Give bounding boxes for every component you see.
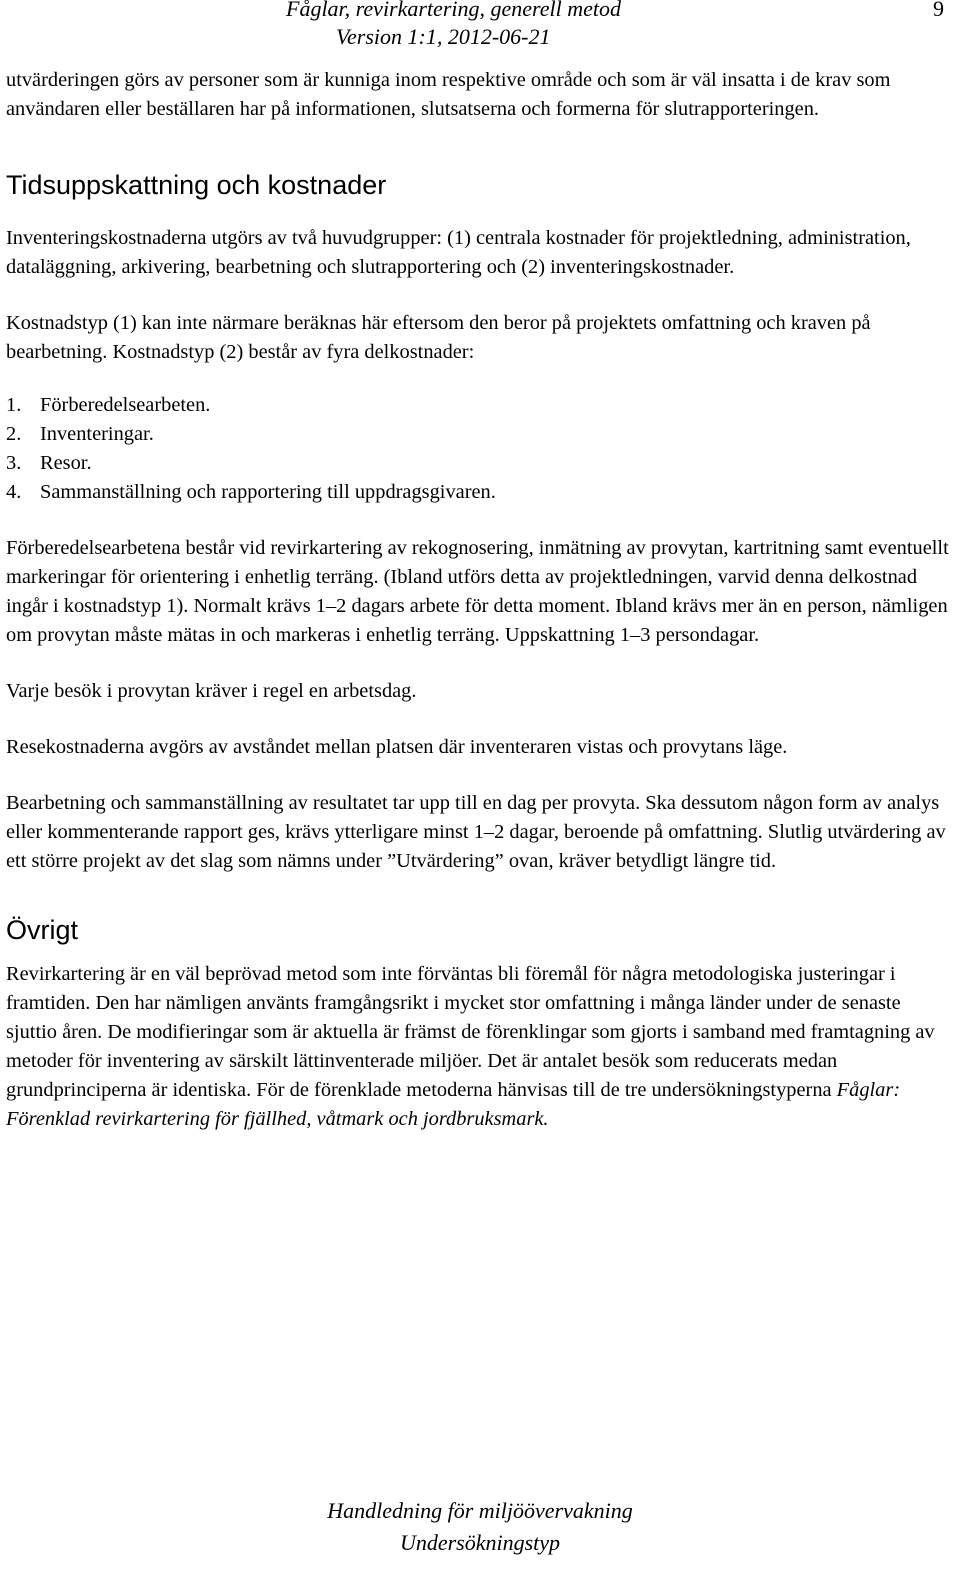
intro-paragraph: utvärderingen görs av personer som är kunniga inom respektive område och som är väl insatta i de krav som användaren eller beställaren har på informationen, slutsatserna och formerna för slutrapporteringen.: [6, 69, 891, 120]
other-paragraph-text: Revirkartering är en väl beprövad metod som inte förväntas bli föremål för några metodologiska justeringar i framtiden. Den har nämligen använts framgångsrikt i mycket stor omfattning i många länder under de senaste sjuttio åren. De modifieringar som är aktuella är främst de förenklingar som gjorts i samband med framtagning av metoder för inventering av särskilt lättinventerade miljöer. Det är antalet besök som reducerats medan grundprinciperna är identiska. För de förenklade metoderna hänvisas till de tre undersökningstyperna: [6, 963, 935, 1101]
costs-paragraph-6: Bearbetning och sammanställning av resultatet tar upp till en dag per provyta. Ska dessutom någon form av analys eller kommenterande rapport ges, krävs ytterligare minst 1–2 dagar, beroende på omfattning. Slutlig utvärdering av ett större projekt av det slag som nämns under ”Utvärdering” ovan, kräver betydligt längre tid.: [6, 792, 946, 872]
list-item-text: Inventeringar.: [40, 423, 154, 445]
page-footer: [0, 1495, 960, 1559]
costs-paragraph-3: Förberedelsearbetena består vid revirkartering av rekognosering, inmätning av provytan, kartritning samt eventuellt markeringar för orientering i enhetlig terräng. (Ibland utförs detta av projektledningen, varvid denna delkostnad ingår i kostnadstyp 1). Normalt krävs 1–2 dagars arbete för detta moment. Ibland krävs mer än en person, nämligen om provytan måste mätas in och markeras i enhetlig terräng. Uppskattning 1–3 persondagar.: [6, 537, 949, 646]
list-item-number: 4.: [6, 481, 22, 503]
heading-other: Övrigt: [6, 915, 79, 945]
page-header: [0, 0, 960, 60]
list-item: [6, 391, 952, 420]
list-item-number: 2.: [6, 423, 22, 445]
list-item: [6, 478, 952, 507]
document-version: Version 1:1, 2012-06-21: [336, 24, 551, 49]
reference-title: Fåglar: Förenklad revirkartering för fjällhed, våtmark och jordbruksmark.: [6, 1079, 901, 1130]
footer-line-2: Undersökningstyp: [399, 1530, 561, 1555]
list-item: [6, 420, 952, 449]
list-item: [6, 449, 952, 478]
document-title: Fåglar, revirkartering, generell metod: [286, 0, 622, 21]
costs-paragraph-5: Resekostnaderna avgörs av avståndet mellan platsen där inventeraren vistas och provytans läge.: [6, 736, 788, 758]
costs-paragraph-1: Inventeringskostnaderna utgörs av två huvudgrupper: (1) centrala kostnader för projektledning, administration, dataläggning, arkivering, bearbetning och slutrapportering och (2) inventeringskostnader.: [6, 227, 911, 278]
list-item-text: Resor.: [40, 452, 92, 474]
cost-list: [6, 391, 952, 507]
footer-line-1: Handledning för miljöövervakning: [327, 1498, 633, 1523]
costs-paragraph-4: Varje besök i provytan kräver i regel en arbetsdag.: [6, 680, 417, 702]
page-number: 9: [933, 0, 944, 21]
list-item-number: 1.: [6, 394, 22, 416]
heading-costs: Tidsuppskattning och kostnader: [6, 170, 387, 200]
list-item-number: 3.: [6, 452, 22, 474]
page-body: [6, 66, 952, 1134]
costs-paragraph-2: Kostnadstyp (1) kan inte närmare beräknas här eftersom den beror på projektets omfattning och kraven på bearbetning. Kostnadstyp (2) består av fyra delkostnader:: [6, 312, 871, 363]
list-item-text: Förberedelsearbeten.: [40, 394, 211, 416]
other-paragraph: [6, 960, 952, 1134]
list-item-text: Sammanställning och rapportering till uppdragsgivaren.: [40, 481, 496, 503]
